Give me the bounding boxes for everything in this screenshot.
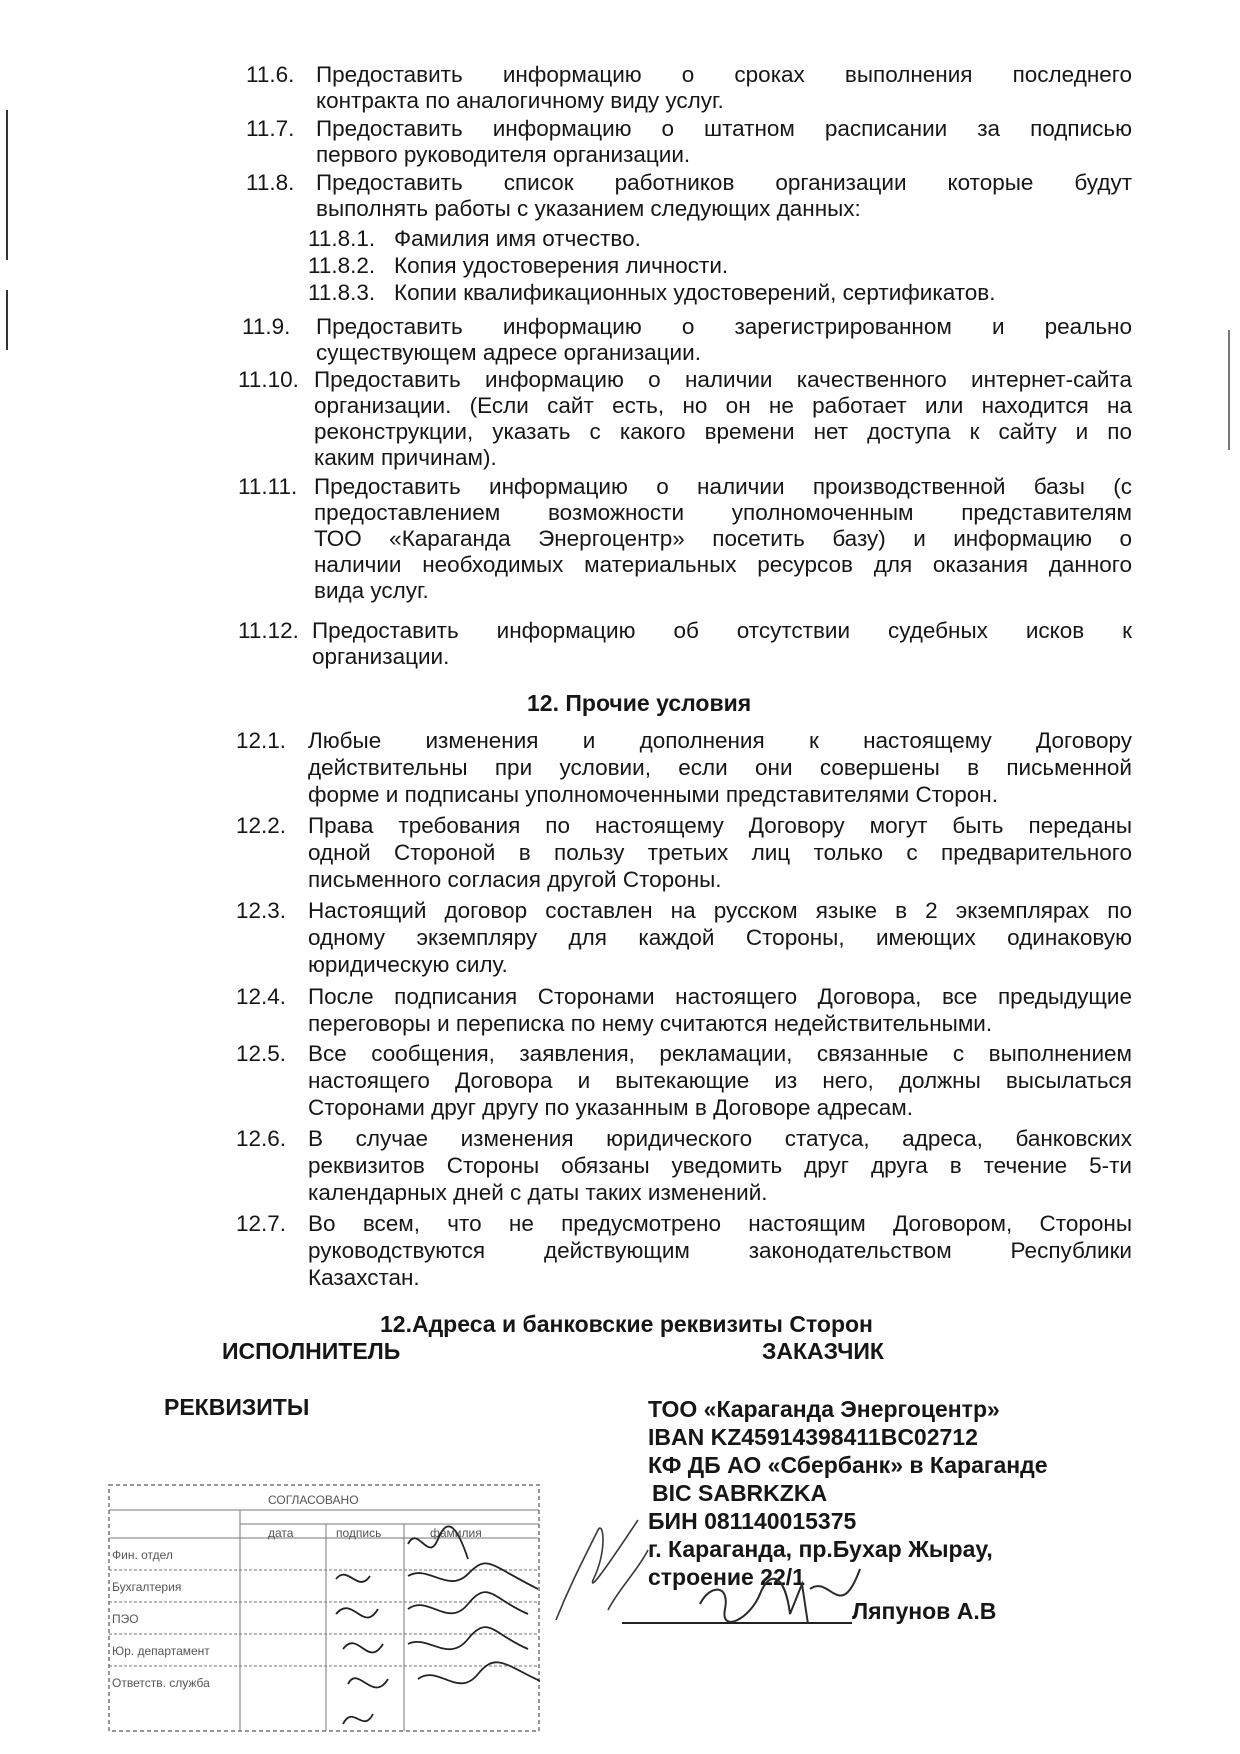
clause-text-line: действительны при условии, если они совершены в письменной (308, 755, 1132, 780)
clause-text-line: Права требования по настоящему Договору могут быть переданы (308, 813, 1132, 838)
clause-text-line: переговоры и переписка по нему считаются недействительными. (308, 1011, 993, 1036)
customer-bic: BIC SABRKZKA (652, 1480, 828, 1506)
clause-text-line: одной Стороной в пользу третьих лиц только с предварительного (308, 840, 1132, 865)
customer-bin: БИН 081140015375 (648, 1508, 857, 1534)
clause-text-line: форме и подписаны уполномоченными представителями Сторон. (308, 782, 998, 807)
customer-company: ТОО «Караганда Энергоцентр» (648, 1396, 1000, 1422)
clause-text-line: Копии квалификационных удостоверений, сертификатов. (394, 280, 996, 305)
clause-number: 12.6. (236, 1126, 287, 1151)
stamp-col-name: фамилия (430, 1526, 482, 1540)
clause-text-line: настоящего Договора и вытекающие из него, должны высылаться (308, 1068, 1132, 1093)
clause-text-line: После подписания Сторонами настоящего Договора, все предыдущие (308, 984, 1132, 1009)
clause-text-line: Сторонами друг другу по указанным в Договоре адресам. (308, 1095, 913, 1120)
customer-bank: КФ ДБ АО «Сбербанк» в Караганде (648, 1452, 1048, 1478)
clause-text-line: Копия удостоверения личности. (394, 253, 729, 278)
scan-edge-mark (6, 110, 8, 260)
clause-text-line: Казахстан. (308, 1265, 420, 1290)
clause-text-line: Все сообщения, заявления, рекламации, связанные с выполнением (308, 1041, 1132, 1066)
stamp-row-label: Фин. отдел (112, 1548, 173, 1562)
stamp-col-date: дата (268, 1526, 294, 1540)
clause-text-line: Предоставить информацию о сроках выполнения последнего (316, 62, 1132, 87)
stamp-row-label: ПЭО (112, 1612, 139, 1626)
clause-text-line: Любые изменения и дополнения к настоящему Договору (308, 728, 1132, 753)
clause-number: 12.7. (236, 1211, 287, 1236)
clause-text-line: одному экземпляру для каждой Стороны, имеющих одинаковую (308, 925, 1132, 950)
stamp-title: СОГЛАСОВАНО (268, 1493, 359, 1507)
clause-number: 11.8. (246, 170, 295, 195)
customer-signature (690, 1564, 870, 1634)
clause-text-line: Настоящий договор составлен на русском языке в 2 экземплярах по (308, 898, 1132, 923)
clause-number: 12.3. (236, 898, 287, 923)
clause-number: 11.7. (246, 116, 295, 141)
clause-number: 11.9. (242, 314, 291, 339)
clause-text-line: каким причинам). (314, 445, 497, 470)
clause-number: 11.10. (238, 367, 299, 392)
clause-text-line: реквизитов Стороны обязаны уведомить друг друга в течение 5-ти (308, 1153, 1132, 1178)
clause-text-line: Во всем, что не предусмотрено настоящим Договором, Стороны (308, 1211, 1132, 1236)
clause-text-line: письменного согласия другой Стороны. (308, 867, 722, 892)
clause-text-line: Предоставить список работников организации которые будут (316, 170, 1132, 195)
clause-text-line: предоставлением возможности уполномоченным представителям (314, 500, 1132, 525)
clause-text-line: Предоставить информацию о наличии производственной базы (с (314, 474, 1132, 499)
stamp-col-sign: подпись (336, 1526, 382, 1540)
requisites-title: 12.Адреса и банковские реквизиты Сторон (380, 1311, 873, 1337)
clause-number: 12.2. (236, 813, 287, 838)
clause-number: 11.6. (246, 62, 295, 87)
clause-number: 11.8.2. (308, 253, 376, 278)
customer-address: г. Караганда, пр.Бухар Жырау, (648, 1536, 993, 1562)
customer-iban: IBAN KZ45914398411BC02712 (648, 1424, 978, 1450)
stamp-row-label: Ответств. служба (112, 1676, 210, 1690)
clause-text-line: организации. (Если сайт есть, но он не работает или находится на (314, 393, 1132, 418)
clause-text-line: Предоставить информацию об отсутствии судебных исков к (312, 618, 1132, 643)
scan-edge-mark (1228, 330, 1230, 450)
clause-text-line: наличии необходимых материальных ресурсов для оказания данного (314, 552, 1132, 577)
clause-number: 11.11. (238, 474, 298, 499)
section-12-title: 12. Прочие условия (527, 690, 752, 716)
stamp-signature (548, 1510, 658, 1630)
signatory-name: Ляпунов А.В (852, 1598, 997, 1624)
executor-label: ИСПОЛНИТЕЛЬ (222, 1338, 401, 1364)
clause-number: 12.5. (236, 1041, 287, 1066)
clause-number: 11.8.1. (308, 226, 376, 251)
clause-text-line: Предоставить информацию о зарегистрированном и реально (316, 314, 1132, 339)
stamp-row-label: Бухгалтерия (112, 1580, 182, 1594)
clause-number: 12.4. (236, 984, 287, 1009)
clause-text-line: руководствуются действующим законодательством Республики (308, 1238, 1132, 1263)
clause-text-line: вида услуг. (314, 578, 429, 603)
clause-number: 11.12. (238, 618, 299, 643)
clause-text-line: юридическую силу. (308, 952, 508, 977)
stamp-handwriting (108, 1484, 540, 1732)
clause-text-line: Фамилия имя отчество. (394, 226, 641, 251)
clause-text-line: первого руководителя организации. (316, 142, 691, 167)
clause-text-line: календарных дней с даты таких изменений. (308, 1180, 768, 1205)
clause-text-line: контракта по аналогичному виду услуг. (316, 88, 724, 113)
clause-text-line: Предоставить информацию о наличии качественного интернет-сайта (314, 367, 1132, 392)
approval-stamp (108, 1484, 540, 1732)
clause-text-line: Предоставить информацию о штатном расписании за подписью (316, 116, 1132, 141)
clause-text-line: существующем адресе организации. (316, 340, 701, 365)
clause-text-line: В случае изменения юридического статуса, адреса, банковских (308, 1126, 1132, 1151)
clause-text-line: ТОО «Караганда Энергоцентр» посетить базу) и информацию о (314, 526, 1132, 551)
clause-text-line: выполнять работы с указанием следующих данных: (316, 196, 861, 221)
scan-edge-mark (6, 290, 8, 350)
clause-number: 11.8.3. (308, 280, 376, 305)
customer-building: строение 22/1 (648, 1564, 805, 1590)
clause-number: 12.1. (236, 728, 287, 753)
executor-details: РЕКВИЗИТЫ (164, 1394, 310, 1420)
customer-label: ЗАКАЗЧИК (762, 1338, 884, 1364)
clause-text-line: реконструкции, указать с какого времени нет доступа к сайту и по (314, 419, 1132, 444)
clause-text-line: организации. (312, 644, 450, 669)
stamp-row-label: Юр. департамент (112, 1644, 210, 1658)
